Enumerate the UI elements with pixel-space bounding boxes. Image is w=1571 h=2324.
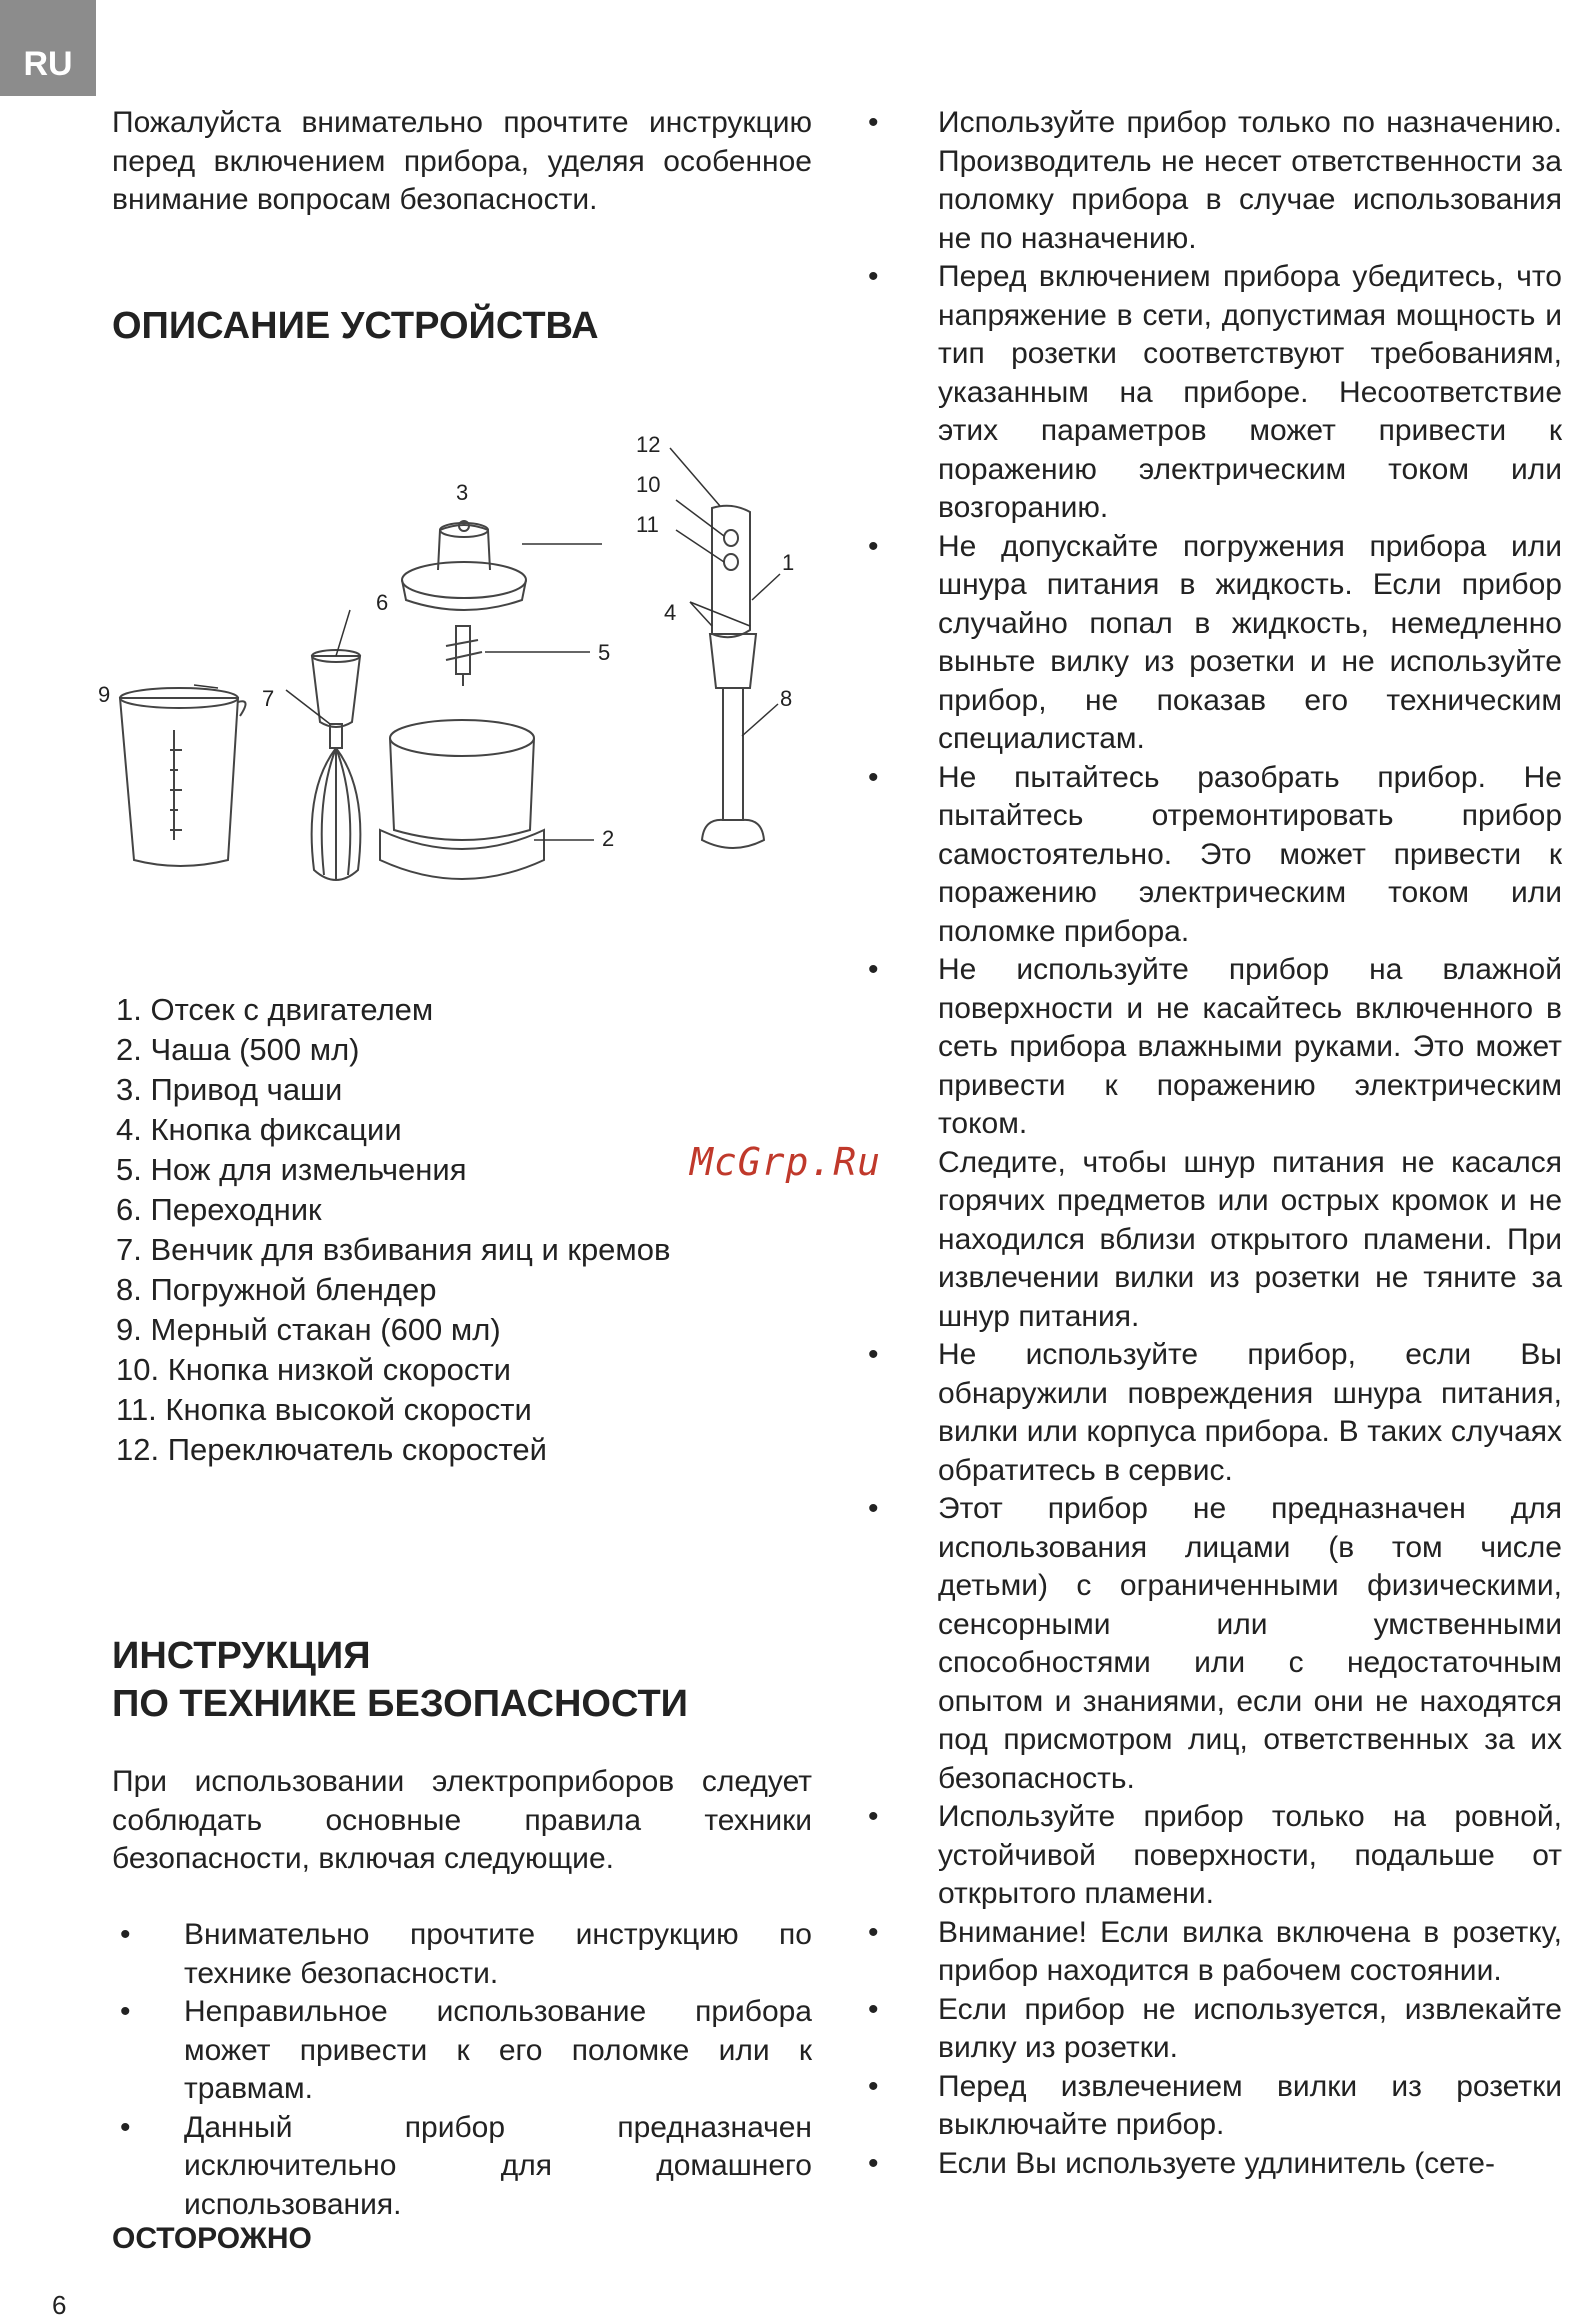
blender-drawing (702, 506, 764, 848)
page-number: 6 (52, 2290, 67, 2320)
bowl-drive-drawing (402, 521, 526, 610)
parts-list-item: 11. Кнопка высокой скорости (116, 1392, 532, 1427)
figure-label-5: 5 (598, 640, 611, 665)
bullet-item: • Внимание! Если вилка включена в розетку, прибор находится в рабочем состоянии. (860, 1914, 1562, 1991)
bullet-item: • Этот прибор не предназначен для использования лицами (в том числе детьми) с ограниченными физическими, сенсорными или умственными способностями или с недостаточным опытом и знаниями, если они не находятся под присмотром лиц, ответственных за их безопасность. (860, 1490, 1562, 1798)
parts-list-item: 2. Чаша (500 мл) (116, 1032, 360, 1067)
bullet-item: • Если прибор не используется, извлекайте вилку из розетки. (860, 1991, 1562, 2068)
parts-list-item: 7. Венчик для взбивания яиц и кремов (116, 1232, 671, 1267)
measuring-cup-drawing (120, 688, 246, 866)
bullet-item: • Не допускайте погружения прибора или шнура питания в жидкость. Если прибор случайно попал в жидкость, немедленно выньте вилку из розетки и не используйте прибор, не показав его техническим специалистам. (860, 528, 1562, 759)
left-bullet-list (112, 1916, 812, 2224)
parts-list-item: 12. Переключатель скоростей (116, 1432, 547, 1467)
whisk-drawing (312, 650, 361, 880)
caution-heading: ОСТОРОЖНО (112, 2222, 312, 2255)
bullet-item: • Не используйте прибор на влажной поверхности и не касайтесь включенного в сеть прибора влажными руками. Это может привести к поражению электрическим током. (860, 951, 1562, 1144)
parts-list-item: 10. Кнопка низкой скорости (116, 1352, 511, 1387)
right-bullet-list (860, 104, 1562, 2183)
figure-label-6: 6 (376, 590, 389, 615)
bullet-item: • Не используйте прибор, если Вы обнаружили повреждения шнура питания, вилки или корпуса прибора. В таких случаях обратитесь в сервис. (860, 1336, 1562, 1490)
device-figure (90, 420, 810, 910)
figure-label-3: 3 (456, 480, 469, 505)
parts-list-item: 5. Нож для измельчения (116, 1152, 467, 1187)
description-heading: ОПИСАНИЕ УСТРОЙСТВА (112, 305, 599, 347)
figure-label-2: 2 (602, 826, 615, 851)
bullet-item: • Не пытайтесь разобрать прибор. Не пытайтесь отремонтировать прибор самостоятельно. Это может привести к поражению электрическим током или поломке прибора. (860, 759, 1562, 952)
parts-list (116, 990, 816, 1470)
bullet-item: • Данный прибор предназначен исключительно для домашнего использования. (112, 2109, 812, 2225)
bullet-item: • Внимательно прочтите инструкцию по технике безопасности. (112, 1916, 812, 1993)
language-tab: RU (0, 0, 96, 96)
watermark: McGrp.Ru (690, 1140, 882, 1184)
intro-paragraph: Пожалуйста внимательно прочтите инструкцию перед включением прибора, уделяя особенное внимание вопросам безопасности. (112, 106, 812, 216)
parts-list-item: 9. Мерный стакан (600 мл) (116, 1312, 501, 1347)
bullet-item: • Если Вы используете удлинитель (сете- (860, 2145, 1562, 2184)
figure-label-9: 9 (98, 682, 111, 707)
safety-heading (112, 1632, 812, 1728)
parts-list-item: 3. Привод чаши (116, 1072, 343, 1107)
figure-label-7: 7 (262, 686, 275, 711)
bullet-item: Следите, чтобы шнур питания не касался горячих предметов или острых кромок и не находился вблизи открытого пламени. При извлечении вилки из розетки не тяните за шнур питания. (938, 1145, 1562, 1333)
figure-label-4: 4 (664, 600, 677, 625)
figure-label-11: 11 (636, 512, 659, 537)
safety-heading-line-1: ИНСТРУКЦИЯ (112, 1635, 371, 1677)
safety-intro: При использовании электроприборов следует соблюдать основные правила техники безопасности, включая следующие. (112, 1765, 812, 1875)
bowl-drawing (380, 720, 544, 879)
parts-list-item: 6. Переходник (116, 1192, 322, 1227)
bullet-item: • Перед включением прибора убедитесь, что напряжение в сети, допустимая мощность и тип розетки соответствуют требованиям, указанным на приборе. Несоответствие этих параметров может привести к поражению электрическим током или возгоранию. (860, 258, 1562, 528)
figure-label-10: 10 (636, 472, 661, 497)
bullet-item: • Используйте прибор только на ровной, устойчивой поверхности, подальше от открытого пламени. (860, 1798, 1562, 1914)
parts-list-item: 8. Погружной блендер (116, 1272, 437, 1307)
left-column (112, 104, 812, 220)
parts-list-item: 1. Отсек с двигателем (116, 992, 434, 1027)
bullet-item: • Неправильное использование прибора может привести к его поломке или к травмам. (112, 1993, 812, 2109)
figure-label-1: 1 (782, 550, 795, 575)
right-column (860, 104, 1562, 2183)
parts-list-item: 4. Кнопка фиксации (116, 1112, 402, 1147)
safety-heading-line-2: ПО ТЕХНИКЕ БЕЗОПАСНОСТИ (112, 1683, 688, 1725)
figure-label-8: 8 (780, 686, 793, 711)
figure-label-12: 12 (636, 432, 661, 457)
bullet-item: • Перед извлечением вилки из розетки выключайте прибор. (860, 2068, 1562, 2145)
bullet-item: • Используйте прибор только по назначению. Производитель не несет ответственности за поломку прибора в случае использования не по назначению. (860, 104, 1562, 258)
blade-drawing (446, 626, 482, 686)
